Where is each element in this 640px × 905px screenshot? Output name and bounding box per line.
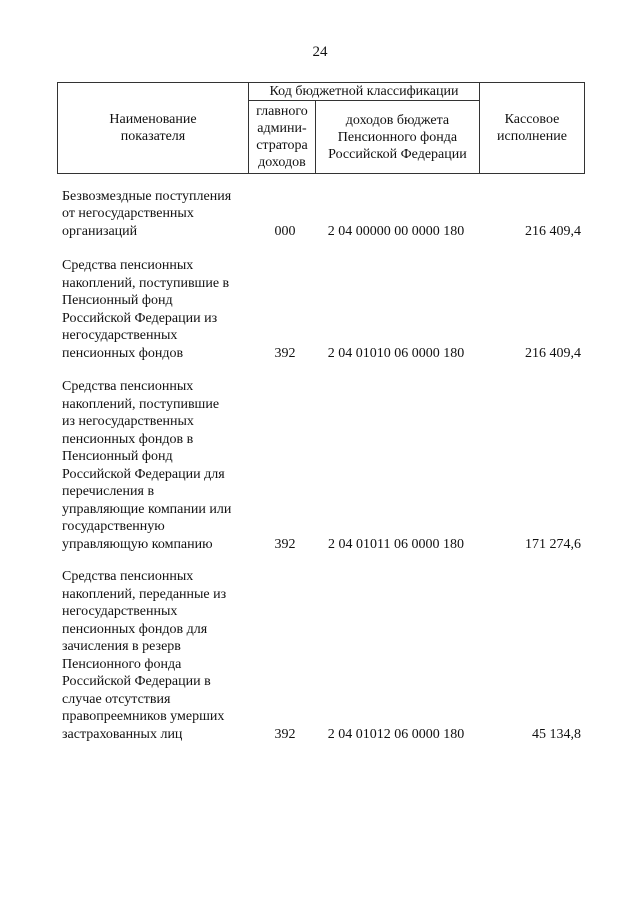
row-name xyxy=(62,378,262,553)
row-name-line: Российской Федерации в xyxy=(62,674,211,689)
header-admin-line: стратора xyxy=(256,138,308,153)
row-name-line: Пенсионный фонд xyxy=(62,293,173,308)
header-admin-line: доходов xyxy=(258,155,306,170)
table-row xyxy=(0,257,640,362)
header-admin-line: главного xyxy=(256,104,308,119)
row-admin-code: 392 xyxy=(274,345,296,361)
row-name-line: управляющую компанию xyxy=(62,536,213,552)
row-name xyxy=(62,568,262,743)
header-income-line: Российской Федерации xyxy=(328,146,467,162)
row-name-line: Российской Федерации для xyxy=(62,466,225,482)
table-row xyxy=(0,377,640,553)
row-name-line: Пенсионного фонда xyxy=(62,656,182,672)
row-name-line: Пенсионный фонд xyxy=(62,449,173,464)
header-income-line: Пенсионного фонда xyxy=(337,129,458,145)
row-name-line: пенсионных фондов для xyxy=(62,621,208,637)
row-amount: 45 134,8 xyxy=(532,726,581,742)
row-budget-code: 2 04 00000 00 0000 180 xyxy=(327,223,465,239)
row-name-line: накоплений, поступившие в xyxy=(62,275,230,291)
row-budget-code: 2 04 01010 06 0000 180 xyxy=(327,345,465,361)
row-name-line: Средства пенсионных xyxy=(62,258,194,273)
row-name-line: пенсионных фондов в xyxy=(62,431,194,447)
row-name-line: управляющие компании или xyxy=(62,501,232,517)
header-execution-line: Кассовое xyxy=(504,112,560,127)
row-admin-code: 392 xyxy=(274,726,296,742)
row-name xyxy=(62,257,262,362)
row-admin-code: 000 xyxy=(274,223,296,239)
row-name-line: пенсионных фондов xyxy=(62,345,184,361)
row-amount: 171 274,6 xyxy=(525,536,581,552)
header-classification-group: Код бюджетной классификации xyxy=(249,83,480,101)
row-name-line: Средства пенсионных xyxy=(62,569,194,584)
row-name xyxy=(62,188,262,241)
row-name-line: застрахованных лиц xyxy=(62,726,183,742)
row-name-line: случае отсутствия xyxy=(62,691,171,707)
row-name-line: Средства пенсионных xyxy=(62,379,194,394)
row-name-line: Безвозмездные поступления xyxy=(62,188,232,204)
row-amount: 216 409,4 xyxy=(525,223,581,239)
row-name-line: накоплений, переданные из xyxy=(62,586,227,602)
row-name-line: из негосударственных xyxy=(62,414,194,429)
table-row xyxy=(0,568,640,743)
row-name-line: от негосударственных xyxy=(62,206,194,221)
header-execution-line: исполнение xyxy=(497,129,567,144)
row-name-line: зачисления в резерв xyxy=(62,639,181,654)
row-name-line: перечисления в xyxy=(62,484,155,499)
row-name-line: организаций xyxy=(62,223,138,239)
table-row xyxy=(0,188,640,240)
header-income-line: доходов бюджета xyxy=(345,112,450,128)
header-name-line: Наименование xyxy=(109,112,197,127)
row-name-line: негосударственных xyxy=(62,604,178,619)
page-number: 24 xyxy=(312,44,328,60)
row-name-line: государственную xyxy=(62,519,165,534)
header-name-line: показателя xyxy=(120,129,186,144)
row-amount: 216 409,4 xyxy=(525,345,581,361)
row-name-line: правопреемников умерших xyxy=(62,709,225,724)
row-budget-code: 2 04 01012 06 0000 180 xyxy=(327,726,465,742)
header-admin-line: админи- xyxy=(257,121,307,136)
row-name-line: накоплений, поступившие xyxy=(62,396,220,412)
row-admin-code: 392 xyxy=(274,536,296,552)
row-name-line: Российской Федерации из xyxy=(62,310,218,326)
row-name-line: негосударственных xyxy=(62,328,178,343)
row-budget-code: 2 04 01011 06 0000 180 xyxy=(328,536,464,552)
